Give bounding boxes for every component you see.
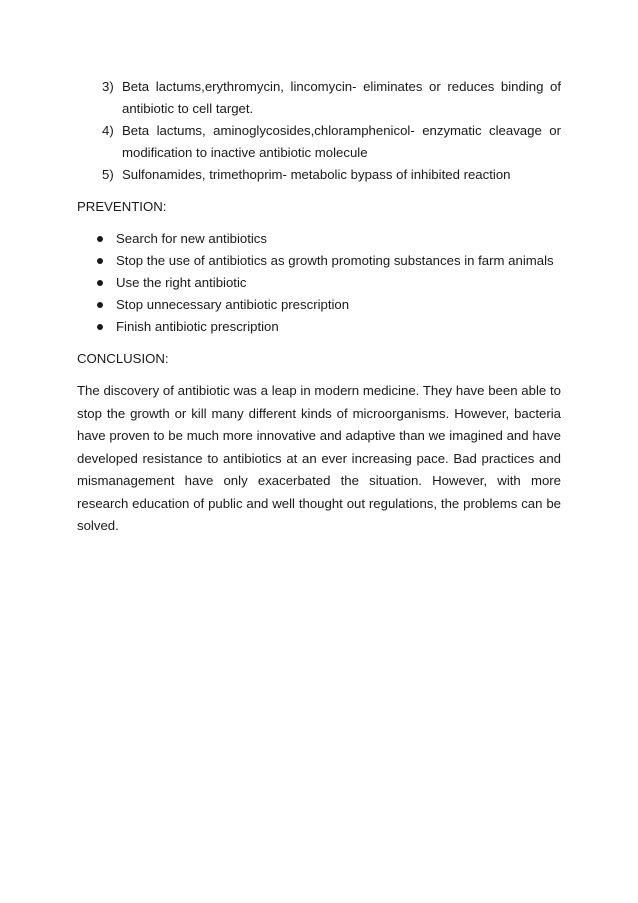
bullet-item — [77, 316, 561, 338]
bullet-item — [77, 294, 561, 316]
page-content — [77, 76, 561, 538]
list-item-number: 4) — [102, 123, 114, 138]
resistance-mechanism-list — [77, 76, 561, 186]
list-item-text: Beta lactums,erythromycin, lincomycin- eliminates or reduces binding of antibiotic to cell target. — [122, 79, 561, 116]
bullet-icon — [97, 302, 103, 308]
conclusion-paragraph: The discovery of antibiotic was a leap in modern medicine. They have been able to stop the growth or kill many different kinds of microorganisms. However, bacteria have proven to be much more innovative and adaptive than we imagined and have developed resistance to antibiotics at an ever increasing pace. Bad practices and mismanagement have only exacerbated the situation. However, with more research education of public and well thought out regulations, the problems can be solved. — [77, 383, 561, 533]
bullet-item-text: Finish antibiotic prescription — [116, 319, 279, 334]
list-item-number: 5) — [102, 167, 114, 182]
bullet-icon — [97, 236, 103, 242]
bullet-item-text: Use the right antibiotic — [116, 275, 247, 290]
conclusion-heading: CONCLUSION: — [77, 351, 169, 366]
bullet-item — [77, 228, 561, 250]
list-item-number: 3) — [102, 79, 114, 94]
bullet-icon — [97, 324, 103, 330]
list-item — [77, 76, 561, 120]
bullet-item-text: Stop the use of antibiotics as growth promoting substances in farm animals — [116, 253, 554, 268]
bullet-icon — [97, 280, 103, 286]
bullet-item — [77, 272, 561, 294]
prevention-list — [77, 228, 561, 338]
bullet-icon — [97, 258, 103, 264]
list-item-text: Beta lactums, aminoglycosides,chloramphenicol- enzymatic cleavage or modification to inactive antibiotic molecule — [122, 123, 561, 160]
prevention-heading: PREVENTION: — [77, 199, 167, 214]
bullet-item — [77, 250, 561, 272]
list-item — [77, 120, 561, 164]
list-item-text: Sulfonamides, trimethoprim- metabolic bypass of inhibited reaction — [122, 167, 511, 182]
bullet-item-text: Stop unnecessary antibiotic prescription — [116, 297, 350, 312]
bullet-item-text: Search for new antibiotics — [116, 231, 267, 246]
list-item — [77, 164, 561, 186]
